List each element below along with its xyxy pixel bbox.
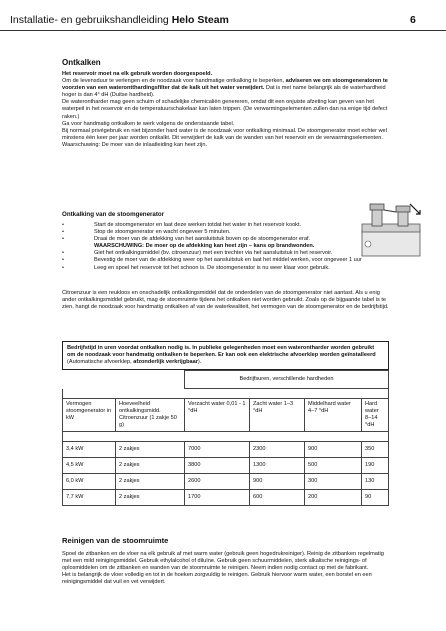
table-cell: 1300	[250, 458, 305, 474]
advice-text-a: Om de levensduur te verlengen en de noodzaak voor handmatige ontkalking te beperken,	[62, 78, 285, 85]
operating-hours-note	[62, 341, 389, 370]
column-header: Hard water 8–14 °dH	[362, 399, 389, 432]
table-cell: 7000	[185, 442, 250, 458]
list-item: • Giet het ontkalkingsmiddel (bv. citroenzuur) met een trechter via het aansluitstuk in het reservoir.	[62, 250, 362, 257]
table-header-row	[63, 399, 389, 432]
table-cell: 500	[305, 458, 362, 474]
descaling-hours-table	[62, 370, 389, 506]
descaling-steps-list	[62, 222, 362, 272]
list-item-warning: WAARSCHUWING: De moer op de afdekking kan heet zijn – kans op brandwonden.	[94, 243, 315, 250]
note-bold-text: Bedrijfstijd in uren voordat ontkalken nodig is. In publieke gelegenheden moet een waterontharder worden gebruikt om de noodzaak voor handmatig ontkalken te beperken. Er kan ook een elektrische afvoerklep worden geïnstalleerd	[67, 345, 376, 359]
table-cell: 350	[362, 442, 389, 458]
table-cell: 2300	[250, 442, 305, 458]
list-item: • Leeg en spoel het reservoir tot het schoon is. De stoomgenerator is nu weer klaar voor gebruik.	[62, 265, 362, 272]
table-cell: 4,5 kW	[63, 458, 116, 474]
lead-sentence: Het reservoir moet na elk gebruik worden doorgespoeld.	[62, 71, 213, 77]
section-ontkalken-body	[62, 71, 392, 149]
paragraph-advice	[62, 78, 392, 99]
table-cell: 6,0 kW	[63, 474, 116, 490]
table-cell: 2 zakjes	[116, 490, 185, 506]
section-title-ontkalken: Ontkalken	[62, 58, 101, 67]
table-cell: 300	[305, 474, 362, 490]
table-cell: 2600	[185, 474, 250, 490]
table-cell: 900	[305, 442, 362, 458]
document-title-prefix: Installatie- en gebruikshandleiding	[10, 14, 169, 26]
table-cell: 900	[250, 474, 305, 490]
table-cell: 600	[250, 490, 305, 506]
paragraph-warning: Waarschuwing: De moer van de inlaatleiding kan heet zijn.	[62, 141, 207, 148]
advice-text-c: Dat is met name belangrijk als de waterhardheid hoger is dan 4° dH (Duitse hardheid).	[62, 85, 386, 99]
table-cell: 130	[362, 474, 389, 490]
table-row	[63, 490, 389, 506]
table-group-header: Bedrijfsuren, verschillende hardheden	[185, 371, 389, 389]
table-cell: 2 zakjes	[116, 474, 185, 490]
section-title-reinigen: Reinigen van de stoomruimte	[62, 536, 169, 545]
citric-acid-paragraph: Citroenzuur is een reukloos en onschadelijk ontkalkingsmiddel dat de onderdelen van de stoomgenerator niet aantast. Als u enig ander ontkalkingsmiddel gebruikt, mag de stoomruimte tijdens het ontkalken niet worden gebruikt. Zoals op de bijgaande tabel is te zien, hangt de noodzaak voor handmatig ontkalken af van de waterkwaliteit, het vermogen van de stoomgenerator en de bedrijfstijd.	[62, 290, 389, 311]
document-title-product: Helo Steam	[171, 14, 229, 26]
table-cell: 3800	[185, 458, 250, 474]
note-normal-text: (Automatische afvoerklep,	[67, 359, 132, 366]
column-header: Vermogen stoomgenerator in kW	[63, 399, 116, 432]
note-bold-text-2: afzonderlijk verkrijgbaar	[133, 359, 198, 366]
page-number: 6	[410, 14, 416, 26]
table-cell: 7,7 kW	[63, 490, 116, 506]
list-item: • Stop de stoomgenerator en wacht ongeveer 5 minuten.	[62, 229, 362, 236]
document-title	[10, 14, 229, 26]
note-end: ).	[197, 359, 202, 366]
table-cell: 200	[305, 490, 362, 506]
cleaning-body	[62, 551, 392, 586]
steam-generator-connector-illustration	[358, 200, 424, 260]
list-item: • Bevestig de moer van de afdekking weer op het aansluitstuk en laat het middel werken, voor ongeveer 1 uur	[62, 257, 362, 264]
table-row	[63, 474, 389, 490]
table-cell: 2 zakjes	[116, 458, 185, 474]
table-cell: 90	[362, 490, 389, 506]
advice-text-b: adviseren we om stoomgeneratoren te voorzien van een waterontthardingsfilter dat de kalk uit het water verwijdert.	[62, 78, 388, 92]
column-header: Hoeveelheid ontkalkingsmidd. Citroenzuur (1 zakje 50 g)	[116, 399, 185, 432]
list-item: • Draai de moer van de afdekking van het aansluitstuk boven op de stoomgenerator eraf.	[62, 236, 362, 243]
table-cell: 1700	[185, 490, 250, 506]
table-row	[63, 458, 389, 474]
column-header: Zacht water 1–3 °dH	[250, 399, 305, 432]
page-header	[0, 0, 446, 31]
column-header: Middelhard water 4–7 °dH	[305, 399, 362, 432]
cleaning-paragraph-2: Het is belangrijk de vloer volledig en tot in de hoeken zorgvuldig te reinigen. Gebruik hiervoor warm water, een borstel en een reinigingsmiddel dat vuil en vet verwijdert.	[62, 572, 372, 586]
table-cell: 190	[362, 458, 389, 474]
table-cell: 3,4 kW	[63, 442, 116, 458]
section-title-stoomgenerator: Ontkalking van de stoomgenerator	[62, 211, 165, 218]
paragraph-table-ref: Ga voor handmatig ontkalken te werk volgens de onderstaande tabel.	[62, 120, 235, 127]
paragraph-softener: De waterontharder mag geen schuim of schadelijke chemicaliën genereren, omdat dit een onjuiste afzeting kan geven van het waterpeil in het reservoir en de temperatuurschakelaar kan laten trippen. (De verwarmingselementen zullen dan na enige tijd defect raken.)	[62, 99, 388, 120]
table-row	[63, 442, 389, 458]
cleaning-paragraph-1: Spoel de zitbanken en de vloer na elk gebruik af met warm water (gebruik geen hogedrukreiniger). Reinig de zitbanken regelmatig met een mild reinigingsmiddel. Gebruik ethylalcohol of diluïne. Gebruik geen schuurmiddelen, sterk alkalische reinigings- of oplosmiddelen om de zitbanken en wanden van de stoomruimte te reinigen. Neem indien nodig contact op met de fabrikant.	[62, 551, 384, 572]
list-item: • Start de stoomgenerator en laat deze werken totdat het water in het reservoir kookt.	[62, 222, 362, 229]
table-cell: 2 zakjes	[116, 442, 185, 458]
paragraph-private-use: Bij normaal privégebruik en niet bijzonder hard water is de noodzaak voor ontkalking minimaal. De stoomgenerator moet echter wel minstens één keer per jaar worden ontkalkt. Dit verwijdert de kalk van de wanden van het reservoir en de verwarmingselementen.	[62, 127, 387, 141]
column-header: Verzacht water 0,01 - 1 °dH	[185, 399, 250, 432]
